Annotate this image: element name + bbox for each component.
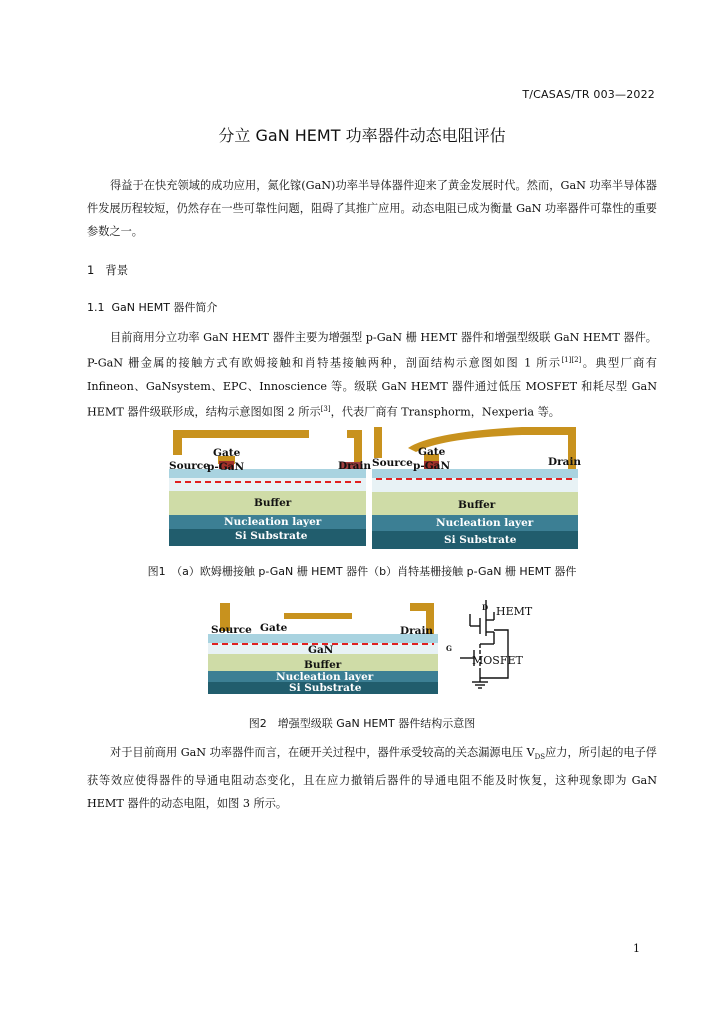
substrate-label: Si Substrate: [235, 530, 308, 542]
substrate-label: Si Substrate: [444, 534, 517, 546]
dynamic-resistance-paragraph: [87, 741, 657, 815]
channel-layer: [169, 478, 366, 491]
device-intro-part1: 目前商用分立功率 GaN HEMT 器件主要为增强型 p-GaN 栅 HEMT 器件和增强型级联 GaN HEMT 器件。P-GaN 栅金属的接触方式有欧姆接触和肖特基接触两种，剖面结构示意图如图 1 所示: [87, 331, 657, 370]
hemt-label: HEMT: [496, 605, 533, 618]
reference-1-2: [1][2]: [561, 356, 582, 364]
p-gan-label: p-GaN: [413, 460, 451, 472]
gate-label: Gate: [213, 447, 241, 459]
intro-text: 得益于在快充领域的成功应用，氮化镓(GaN)功率半导体器件迎来了黄金发展时代。然而，GaN 功率半导体器件发展历程较短，仍然存在一些可靠性问题，阻碍了其推广应用。动态电阻已成为衡量 GaN 功率器件可靠性的重要参数之一。: [87, 179, 657, 238]
gate-terminal-label: G: [446, 644, 452, 653]
vds-subscript: DS: [534, 753, 546, 762]
figure-2-cascode-circuit: [446, 598, 536, 694]
page-number: 1: [633, 942, 640, 955]
figure-2-caption: 图2 增强型级联 GaN HEMT 器件结构示意图: [248, 717, 476, 730]
drain-label: Drain: [400, 625, 434, 637]
gate-label: Gate: [260, 622, 288, 634]
barrier-layer: [372, 469, 578, 478]
buffer-label: Buffer: [458, 499, 496, 511]
source-metal: [374, 427, 382, 458]
nucleation-label: Nucleation layer: [436, 517, 534, 529]
dynamic-resistance-part2: 应力，所引起的电子俘获等效应使得器件的导通电阻动态变化，且在应力撤销后器件的导通电阻不能及时恢复，这种现象即为 GaN HEMT 器件的动态电阻，如图 3 所示。: [87, 746, 657, 811]
device-intro-paragraph: [87, 326, 657, 423]
buffer-label: Buffer: [254, 497, 292, 509]
section-1-heading: [87, 262, 128, 278]
figure-1a-diagram: [169, 425, 372, 546]
page-title: 分立 GaN HEMT 功率器件动态电阻评估: [218, 126, 506, 145]
source-label: Source: [169, 460, 210, 472]
standard-number: T/CASAS/TR 003—2022: [522, 88, 655, 101]
gate-field-plate: [284, 613, 352, 619]
section-1-1-heading: [87, 299, 217, 315]
gan-label: GaN: [308, 644, 334, 656]
drain-label: Drain: [338, 460, 372, 472]
dynamic-resistance-part1: 对于目前商用 GaN 功率器件而言，在硬开关过程中，器件承受较高的关态漏源电压 V: [110, 746, 535, 759]
section-1-1-number: 1.1: [87, 301, 105, 314]
source-label: Source: [372, 457, 413, 469]
device-intro-part2: 。典型厂商有 Infineon、GaNsystem、EPC、Innoscience 等。级联 GaN HEMT 器件通过低压 MOSFET 和耗尽型 GaN HEMT 器件级联形成，结构示意图如图 2 所示: [87, 356, 657, 419]
figure-2-structure-diagram: [208, 598, 438, 694]
nucleation-label: Nucleation layer: [276, 671, 374, 683]
section-1-number: 1: [87, 263, 95, 277]
reference-3: [3]: [320, 404, 331, 413]
source-label: Source: [211, 624, 252, 636]
channel-layer: [372, 478, 578, 492]
device-intro-text: [87, 326, 657, 423]
p-gan-label: p-GaN: [207, 461, 245, 473]
drain-label: Drain: [548, 456, 582, 468]
buffer-label: Buffer: [304, 659, 342, 671]
dynamic-resistance-text: [87, 741, 657, 815]
nucleation-label: Nucleation layer: [224, 516, 322, 528]
figure-1-caption: 图1 （a）欧姆栅接触 p-GaN 栅 HEMT 器件（b）肖特基栅接触 p-GaN 栅 HEMT 器件: [147, 565, 577, 578]
drain-terminal-label: D: [482, 603, 489, 612]
section-1-1-title: GaN HEMT 器件简介: [111, 301, 218, 314]
mosfet-label: MOSFET: [472, 654, 523, 667]
substrate-label: Si Substrate: [289, 682, 362, 694]
gate-label: Gate: [418, 446, 446, 458]
figure-1b-diagram: [372, 422, 582, 549]
section-1-title: 背景: [105, 263, 129, 277]
intro-paragraph: [87, 174, 657, 243]
device-intro-part3: ，代表厂商有 Transphorm，Nexperia 等。: [330, 405, 560, 419]
